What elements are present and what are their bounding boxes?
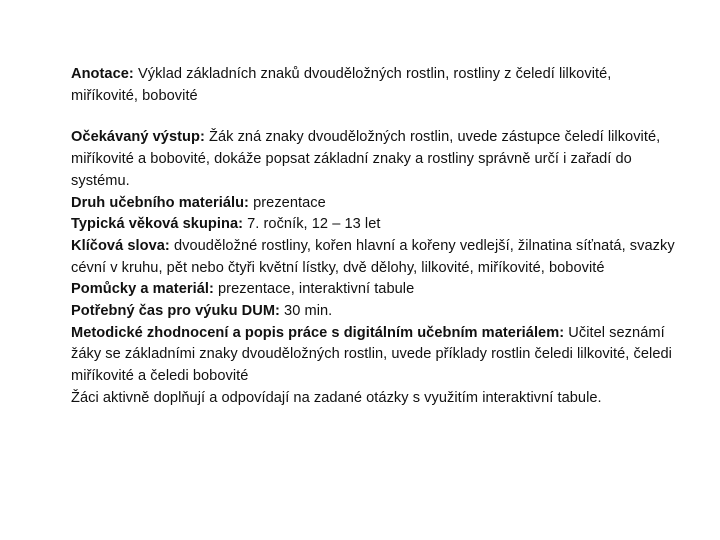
metadata-text-block bbox=[71, 64, 681, 410]
time-needed-paragraph bbox=[71, 301, 681, 323]
material-type-paragraph bbox=[71, 193, 681, 215]
time-needed-text: 30 min. bbox=[279, 303, 333, 320]
expected-output-paragraph bbox=[71, 127, 681, 192]
material-type-text: prezentace bbox=[248, 194, 326, 211]
aids-label: Pomůcky a materiál: bbox=[71, 281, 214, 298]
age-group-paragraph bbox=[71, 214, 681, 236]
annotation-paragraph bbox=[71, 64, 681, 107]
expected-output-text: Žák zná znaky dvouděložných rostlin, uvede zástupce čeledí lilkovité, miříkovité a bobovité, dokáže popsat základní znaky a rostliny správně určí i zařadí do systému. bbox=[71, 129, 661, 189]
closing-line-text: Žáci aktivně doplňují a odpovídají na zadané otázky s využitím interaktivní tabule. bbox=[71, 389, 602, 406]
methodology-paragraph bbox=[71, 323, 681, 388]
keywords-label: Klíčová slova: bbox=[71, 237, 170, 254]
annotation-text: Výklad základních znaků dvouděložných rostlin, rostliny z čeledí lilkovité, miříkovité, bobovité bbox=[71, 66, 612, 104]
methodology-text: Učitel seznámí žáky se základními znaky dvouděložných rostlin, uvede příklady rostlin čeledi lilkovité, čeledi miříkovité a čeledi bobovité bbox=[71, 324, 672, 385]
expected-output-label: Očekávaný výstup: bbox=[71, 129, 205, 146]
annotation-label: Anotace: bbox=[71, 66, 134, 82]
aids-text: prezentace, interaktivní tabule bbox=[213, 281, 415, 298]
keywords-text: dvouděložné rostliny, kořen hlavní a kořeny vedlejší, žilnatina síťnatá, svazky cévní v kruhu, pět nebo čtyři květní lístky, dvě dělohy, lilkovité, miříkovité, bobovité bbox=[71, 237, 675, 276]
closing-line-paragraph bbox=[71, 388, 681, 410]
material-type-label: Druh učebního materiálu: bbox=[71, 194, 249, 211]
age-group-text: 7. ročník, 12 – 13 let bbox=[243, 216, 381, 233]
aids-paragraph bbox=[71, 279, 681, 301]
age-group-label: Typická věková skupina: bbox=[71, 216, 244, 233]
keywords-paragraph bbox=[71, 236, 681, 279]
time-needed-label: Potřebný čas pro výuku DUM: bbox=[71, 303, 280, 320]
methodology-label: Metodické zhodnocení a popis práce s digitálním učebním materiálem: bbox=[71, 324, 565, 341]
